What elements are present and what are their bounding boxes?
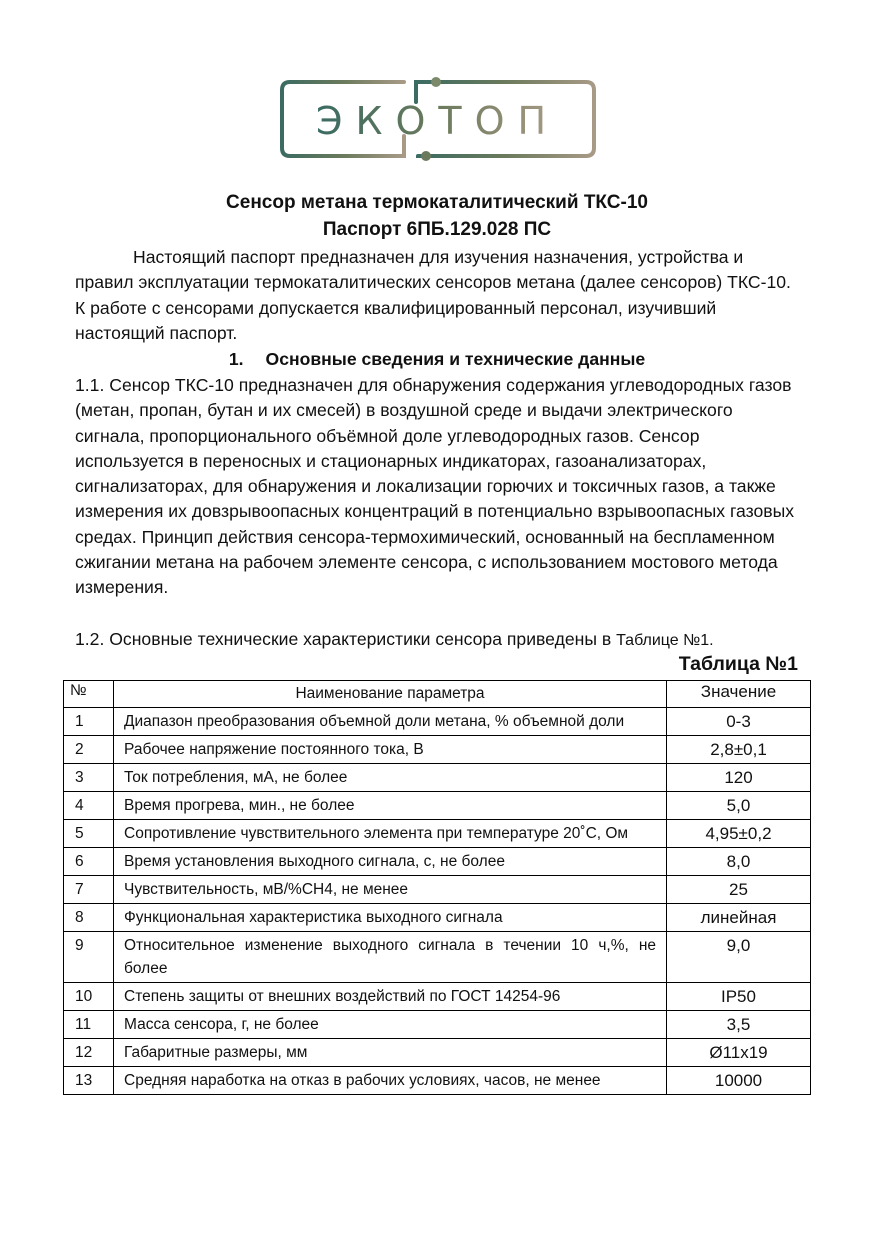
row-num: 6 bbox=[64, 848, 114, 876]
table-row bbox=[64, 876, 811, 904]
row-name: Ток потребления, мА, не более bbox=[114, 764, 667, 792]
row-num: 5 bbox=[64, 820, 114, 848]
table-row bbox=[64, 792, 811, 820]
row-num: 12 bbox=[64, 1039, 114, 1067]
row-num: 9 bbox=[64, 932, 114, 983]
row-name: Чувствительность, мВ/%СН4, не менее bbox=[114, 876, 667, 904]
table-row bbox=[64, 1011, 811, 1039]
section-heading bbox=[0, 347, 874, 372]
row-num: 11 bbox=[64, 1011, 114, 1039]
row-num: 7 bbox=[64, 876, 114, 904]
table-header-row bbox=[64, 681, 811, 708]
row-name: Средняя наработка на отказ в рабочих условиях, часов, не менее bbox=[114, 1067, 667, 1095]
table-reference: Таблице №1. bbox=[616, 632, 714, 649]
row-value: 8,0 bbox=[667, 848, 811, 876]
table-row bbox=[64, 848, 811, 876]
row-name: Рабочее напряжение постоянного тока, В bbox=[114, 736, 667, 764]
header-value: Значение bbox=[667, 681, 811, 708]
row-name: Габаритные размеры, мм bbox=[114, 1039, 667, 1067]
table-row bbox=[64, 983, 811, 1011]
table-row bbox=[64, 708, 811, 736]
document-subtitle: Паспорт 6ПБ.129.028 ПС bbox=[322, 219, 552, 240]
table-row bbox=[64, 736, 811, 764]
header-num: № bbox=[64, 681, 114, 708]
row-name: Время прогрева, мин., не более bbox=[114, 792, 667, 820]
header-name: Наименование параметра bbox=[114, 681, 667, 708]
table-row bbox=[64, 932, 811, 983]
logo-text: ЭКОТОП bbox=[316, 99, 560, 143]
row-value: 4,95±0,2 bbox=[667, 820, 811, 848]
table-row bbox=[64, 1039, 811, 1067]
row-name: Относительное изменение выходного сигнала в течении 10 ч,%, не более bbox=[114, 932, 667, 983]
intro-paragraph: Настоящий паспорт предназначен для изучения назначения, устройства и правил эксплуатации термокаталитических сенсоров метана (далее сенсоров) ТКС-10. К работе с сенсорами допускается квалифицированный персонал, изучивший настоящий паспорт. bbox=[75, 247, 791, 343]
row-value: 2,8±0,1 bbox=[667, 736, 811, 764]
row-value: 10000 bbox=[667, 1067, 811, 1095]
row-num: 4 bbox=[64, 792, 114, 820]
row-num: 1 bbox=[64, 708, 114, 736]
section-number: 1. bbox=[228, 349, 244, 369]
company-logo bbox=[276, 74, 600, 164]
row-value: 3,5 bbox=[667, 1011, 811, 1039]
row-value: IP50 bbox=[667, 983, 811, 1011]
paragraph-1-1: 1.1. Сенсор ТКС-10 предназначен для обнаружения содержания углеводородных газов (метан, пропан, бутан и их смесей) в воздушной среде и выдачи электрического сигнала, пропорционального объёмной доле углеводородных газов. Сенсор используется в переносных и стационарных индикаторах, газоанализаторах, сигнализаторах, для обнаружения и локализации горючих и токсичных газов, а также измерения их довзрывоопасных концентраций в потенциально взрывоопасных газовых средах. Принцип действия сенсора-термохимический, основанный на беспламенном сжигании метана на рабочем элементе сенсора, с использованием мостового метода измерения. bbox=[75, 375, 795, 598]
row-num: 8 bbox=[64, 904, 114, 932]
row-value: 5,0 bbox=[667, 792, 811, 820]
row-name: Сопротивление чувствительного элемента при температуре 20˚С, Ом bbox=[114, 820, 667, 848]
row-name: Функциональная характеристика выходного сигнала bbox=[114, 904, 667, 932]
table-row bbox=[64, 1067, 811, 1095]
table-row bbox=[64, 820, 811, 848]
section-title: Основные сведения и технические данные bbox=[265, 349, 646, 369]
row-num: 2 bbox=[64, 736, 114, 764]
paragraph-1-2 bbox=[75, 627, 800, 653]
row-name: Степень защиты от внешних воздействий по ГОСТ 14254-96 bbox=[114, 983, 667, 1011]
row-value: Ø11х19 bbox=[667, 1039, 811, 1067]
row-name: Диапазон преобразования объемной доли метана, % объемной доли bbox=[114, 708, 667, 736]
spec-table bbox=[63, 680, 811, 1095]
row-name: Время установления выходного сигнала, с, не более bbox=[114, 848, 667, 876]
row-value: 25 bbox=[667, 876, 811, 904]
row-value: 120 bbox=[667, 764, 811, 792]
table-caption: Таблица №1 bbox=[678, 653, 798, 675]
row-value: 0-3 bbox=[667, 708, 811, 736]
table-row bbox=[64, 904, 811, 932]
row-num: 10 bbox=[64, 983, 114, 1011]
paragraph-1-2-text: 1.2. Основные технические характеристики сенсора приведены в bbox=[75, 629, 617, 649]
row-name: Масса сенсора, г, не более bbox=[114, 1011, 667, 1039]
row-num: 13 bbox=[64, 1067, 114, 1095]
row-value: линейная bbox=[667, 904, 811, 932]
document-title: Сенсор метана термокаталитический ТКС-10 bbox=[226, 192, 648, 213]
table-row bbox=[64, 764, 811, 792]
row-value: 9,0 bbox=[667, 932, 811, 983]
row-num: 3 bbox=[64, 764, 114, 792]
